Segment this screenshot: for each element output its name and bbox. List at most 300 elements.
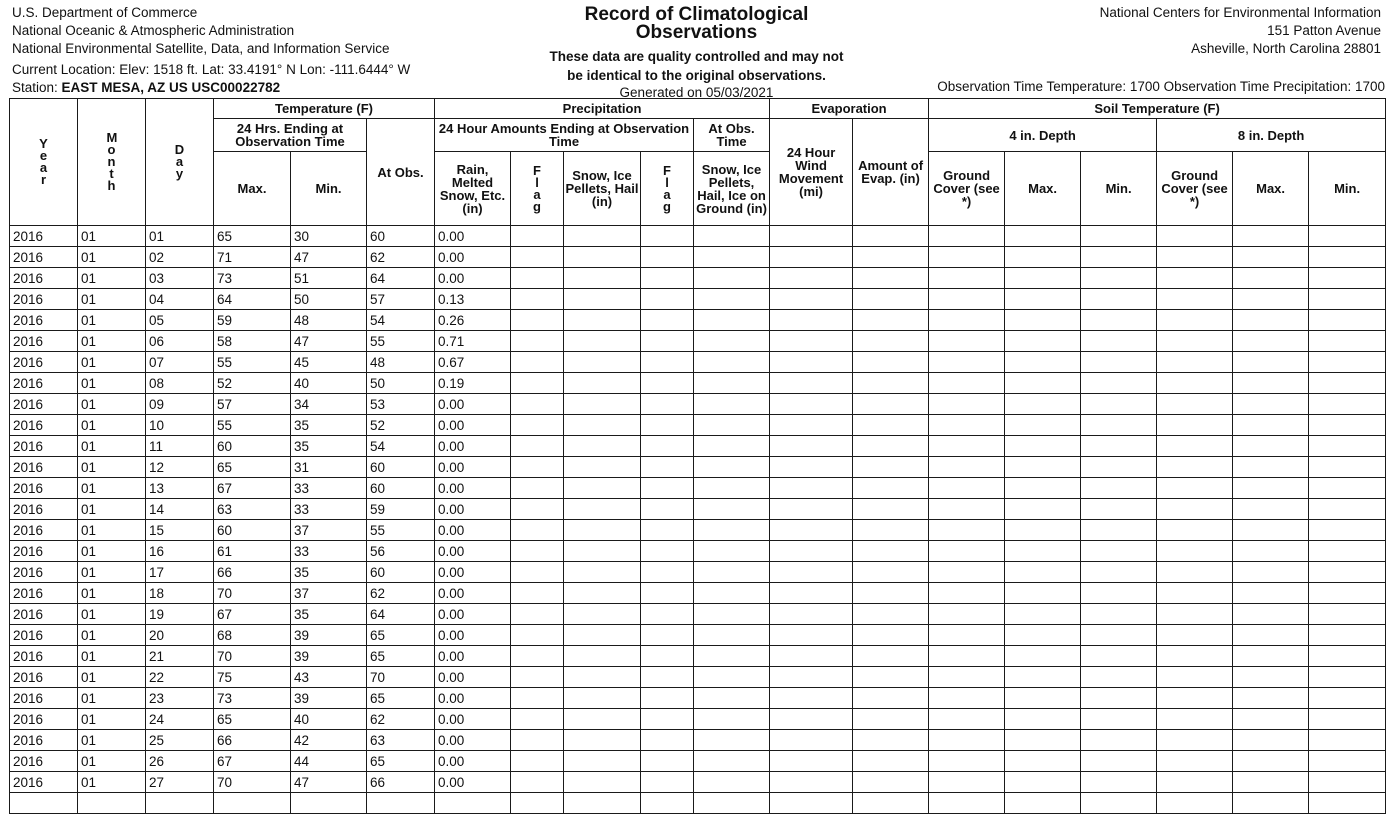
table-cell xyxy=(641,772,694,793)
table-cell xyxy=(929,457,1005,478)
table-cell xyxy=(1309,310,1386,331)
table-cell xyxy=(1233,457,1309,478)
table-cell xyxy=(641,310,694,331)
table-cell xyxy=(1081,709,1157,730)
ncei-name: National Centers for Environmental Information xyxy=(1099,5,1381,20)
table-cell xyxy=(1309,457,1386,478)
table-cell xyxy=(511,793,564,814)
table-cell xyxy=(1081,625,1157,646)
table-cell xyxy=(770,520,853,541)
station-info xyxy=(12,79,410,97)
table-cell xyxy=(1233,646,1309,667)
subgroup-precip-24hr: 24 Hour Amounts Ending at Observation Time xyxy=(435,119,694,152)
table-cell xyxy=(564,373,641,394)
table-cell: 66 xyxy=(367,772,435,793)
table-cell xyxy=(511,226,564,247)
table-cell: 62 xyxy=(367,247,435,268)
table-cell xyxy=(853,352,929,373)
table-cell xyxy=(1233,226,1309,247)
table-cell xyxy=(929,373,1005,394)
table-row xyxy=(10,583,1386,604)
table-cell xyxy=(511,247,564,268)
table-cell xyxy=(853,772,929,793)
table-cell xyxy=(641,709,694,730)
table-cell xyxy=(929,352,1005,373)
table-cell: 01 xyxy=(78,709,146,730)
table-cell xyxy=(1309,751,1386,772)
table-cell xyxy=(1005,457,1081,478)
table-cell: 19 xyxy=(146,604,214,625)
table-cell xyxy=(564,247,641,268)
table-cell xyxy=(929,394,1005,415)
col-flag-1 xyxy=(511,152,564,226)
table-cell xyxy=(1309,772,1386,793)
table-cell: 01 xyxy=(78,268,146,289)
table-cell: 51 xyxy=(291,268,367,289)
table-cell xyxy=(1157,457,1233,478)
table-cell xyxy=(770,478,853,499)
table-cell xyxy=(1081,226,1157,247)
table-cell xyxy=(564,751,641,772)
table-row xyxy=(10,520,1386,541)
table-cell xyxy=(1005,688,1081,709)
table-cell xyxy=(1005,436,1081,457)
col-temp-min: Min. xyxy=(291,152,367,226)
table-cell: 60 xyxy=(367,478,435,499)
table-cell xyxy=(929,583,1005,604)
table-cell: 15 xyxy=(146,520,214,541)
table-row xyxy=(10,373,1386,394)
table-cell: 01 xyxy=(78,667,146,688)
table-cell xyxy=(564,541,641,562)
table-cell: 73 xyxy=(214,688,291,709)
table-cell: 03 xyxy=(146,268,214,289)
table-cell: 0.00 xyxy=(435,730,511,751)
table-cell xyxy=(641,667,694,688)
ncei-street: 151 Patton Avenue xyxy=(1267,23,1381,38)
table-cell: 08 xyxy=(146,373,214,394)
table-cell xyxy=(1233,331,1309,352)
table-cell: 17 xyxy=(146,562,214,583)
table-cell xyxy=(1081,394,1157,415)
table-cell xyxy=(511,289,564,310)
table-cell: 05 xyxy=(146,310,214,331)
table-row xyxy=(10,667,1386,688)
col-snow: Snow, Ice Pellets, Hail (in) xyxy=(564,152,641,226)
table-cell xyxy=(853,562,929,583)
table-cell xyxy=(694,709,770,730)
report-title-block xyxy=(520,6,873,101)
table-cell: 2016 xyxy=(10,625,78,646)
table-cell xyxy=(853,310,929,331)
table-cell: 0.00 xyxy=(435,772,511,793)
table-cell xyxy=(564,709,641,730)
table-cell: 01 xyxy=(78,310,146,331)
table-cell xyxy=(929,268,1005,289)
table-cell xyxy=(1309,625,1386,646)
table-cell: 2016 xyxy=(10,772,78,793)
subgroup-precip-at-obs: At Obs. Time xyxy=(694,119,770,152)
table-cell xyxy=(929,625,1005,646)
table-cell xyxy=(770,688,853,709)
table-cell: 2016 xyxy=(10,709,78,730)
table-cell xyxy=(1157,247,1233,268)
table-cell: 0.00 xyxy=(435,751,511,772)
table-cell xyxy=(511,562,564,583)
table-cell xyxy=(1157,688,1233,709)
table-cell: 48 xyxy=(367,352,435,373)
table-cell: 35 xyxy=(291,604,367,625)
table-cell xyxy=(770,562,853,583)
table-cell xyxy=(853,394,929,415)
table-cell: 01 xyxy=(78,625,146,646)
table-row xyxy=(10,331,1386,352)
table-cell: 53 xyxy=(367,394,435,415)
table-cell: 55 xyxy=(367,331,435,352)
table-cell xyxy=(564,772,641,793)
table-cell: 0.00 xyxy=(435,226,511,247)
table-cell xyxy=(511,772,564,793)
table-cell xyxy=(1309,289,1386,310)
table-cell xyxy=(694,520,770,541)
table-cell xyxy=(694,373,770,394)
table-cell xyxy=(1309,247,1386,268)
table-cell xyxy=(511,604,564,625)
table-cell xyxy=(1005,562,1081,583)
table-cell xyxy=(1157,583,1233,604)
table-cell xyxy=(853,625,929,646)
table-cell xyxy=(1081,268,1157,289)
table-cell: 48 xyxy=(291,310,367,331)
table-cell: 60 xyxy=(214,520,291,541)
table-cell: 2016 xyxy=(10,310,78,331)
table-cell: 2016 xyxy=(10,415,78,436)
table-cell xyxy=(1157,520,1233,541)
table-cell xyxy=(853,730,929,751)
table-cell: 02 xyxy=(146,247,214,268)
table-cell: 58 xyxy=(214,331,291,352)
table-cell xyxy=(1081,373,1157,394)
table-cell xyxy=(511,478,564,499)
table-cell: 01 xyxy=(78,394,146,415)
col-year-label: Year xyxy=(39,136,48,187)
table-cell: 2016 xyxy=(10,583,78,604)
table-cell xyxy=(641,730,694,751)
table-cell: 01 xyxy=(78,289,146,310)
col-day-label: Day xyxy=(174,142,185,181)
table-cell xyxy=(694,478,770,499)
table-cell xyxy=(929,478,1005,499)
table-cell: 33 xyxy=(291,478,367,499)
table-cell xyxy=(770,352,853,373)
report-title-line1: Record of Climatological xyxy=(584,4,809,25)
table-cell xyxy=(367,793,435,814)
table-cell xyxy=(511,625,564,646)
table-cell xyxy=(291,793,367,814)
table-cell: 75 xyxy=(214,667,291,688)
table-cell: 07 xyxy=(146,352,214,373)
table-cell: 73 xyxy=(214,268,291,289)
table-cell: 52 xyxy=(367,415,435,436)
table-cell xyxy=(641,457,694,478)
table-cell: 67 xyxy=(214,751,291,772)
table-cell: 27 xyxy=(146,772,214,793)
table-cell: 0.00 xyxy=(435,625,511,646)
table-cell: 37 xyxy=(291,520,367,541)
table-cell: 14 xyxy=(146,499,214,520)
table-cell xyxy=(564,268,641,289)
table-cell xyxy=(1309,793,1386,814)
col-evap-amount: Amount of Evap. (in) xyxy=(853,119,929,226)
table-cell xyxy=(1309,478,1386,499)
table-cell xyxy=(511,520,564,541)
table-cell: 60 xyxy=(367,457,435,478)
table-cell xyxy=(1081,583,1157,604)
table-cell: 16 xyxy=(146,541,214,562)
col-flag-2-label: Flag xyxy=(663,162,671,214)
table-cell: 18 xyxy=(146,583,214,604)
table-cell xyxy=(1157,373,1233,394)
table-cell xyxy=(1005,352,1081,373)
table-cell xyxy=(853,793,929,814)
table-cell xyxy=(1081,247,1157,268)
table-cell xyxy=(1309,646,1386,667)
table-cell xyxy=(929,562,1005,583)
table-cell xyxy=(641,688,694,709)
table-cell xyxy=(853,751,929,772)
table-cell xyxy=(511,457,564,478)
table-cell xyxy=(770,415,853,436)
table-cell: 12 xyxy=(146,457,214,478)
table-cell: 30 xyxy=(291,226,367,247)
table-cell: 2016 xyxy=(10,751,78,772)
table-cell xyxy=(564,457,641,478)
table-cell: 01 xyxy=(78,646,146,667)
table-cell xyxy=(511,541,564,562)
table-row xyxy=(10,625,1386,646)
table-cell: 59 xyxy=(214,310,291,331)
table-cell xyxy=(564,499,641,520)
subgroup-temp-24hr: 24 Hrs. Ending at Observation Time xyxy=(214,119,367,152)
table-cell: 01 xyxy=(78,226,146,247)
table-cell: 60 xyxy=(214,436,291,457)
table-cell: 54 xyxy=(367,310,435,331)
table-cell: 01 xyxy=(78,520,146,541)
table-cell xyxy=(564,226,641,247)
table-cell xyxy=(1233,415,1309,436)
table-cell: 39 xyxy=(291,688,367,709)
table-cell xyxy=(641,751,694,772)
table-cell xyxy=(1233,709,1309,730)
table-cell: 2016 xyxy=(10,667,78,688)
group-soil-temperature: Soil Temperature (F) xyxy=(929,99,1386,119)
table-cell xyxy=(929,793,1005,814)
table-cell xyxy=(1309,499,1386,520)
table-cell xyxy=(1157,226,1233,247)
table-cell xyxy=(694,268,770,289)
table-cell xyxy=(1233,520,1309,541)
table-cell xyxy=(770,772,853,793)
table-cell: 2016 xyxy=(10,289,78,310)
table-cell: 55 xyxy=(214,352,291,373)
disclaimer-line2: be identical to the original observations. xyxy=(567,68,826,83)
table-cell xyxy=(1309,667,1386,688)
table-cell xyxy=(929,226,1005,247)
col-soil4-max: Max. xyxy=(1005,152,1081,226)
table-row xyxy=(10,646,1386,667)
table-cell: 55 xyxy=(214,415,291,436)
report-title xyxy=(520,6,873,42)
table-row xyxy=(10,730,1386,751)
table-row xyxy=(10,436,1386,457)
table-cell xyxy=(1157,730,1233,751)
table-cell xyxy=(694,247,770,268)
table-cell: 33 xyxy=(291,541,367,562)
table-cell xyxy=(853,583,929,604)
table-cell xyxy=(1233,394,1309,415)
table-cell: 0.00 xyxy=(435,457,511,478)
table-cell xyxy=(929,541,1005,562)
table-cell: 44 xyxy=(291,751,367,772)
table-cell: 2016 xyxy=(10,226,78,247)
table-cell xyxy=(564,436,641,457)
table-cell xyxy=(1005,247,1081,268)
quality-disclaimer xyxy=(520,47,873,85)
table-cell xyxy=(641,373,694,394)
table-cell: 01 xyxy=(78,436,146,457)
table-cell xyxy=(1005,646,1081,667)
table-cell xyxy=(641,520,694,541)
table-body xyxy=(10,226,1386,814)
table-cell xyxy=(511,310,564,331)
table-cell xyxy=(1309,583,1386,604)
table-cell xyxy=(770,331,853,352)
table-cell xyxy=(564,793,641,814)
col-rain: Rain, Melted Snow, Etc. (in) xyxy=(435,152,511,226)
table-cell: 0.00 xyxy=(435,478,511,499)
table-cell xyxy=(853,667,929,688)
administration-name: National Oceanic & Atmospheric Administration xyxy=(12,23,295,38)
table-cell: 40 xyxy=(291,373,367,394)
table-cell xyxy=(694,541,770,562)
table-cell xyxy=(1157,541,1233,562)
table-cell xyxy=(1005,499,1081,520)
table-cell xyxy=(694,415,770,436)
table-cell xyxy=(1081,604,1157,625)
table-row xyxy=(10,541,1386,562)
table-cell xyxy=(853,226,929,247)
table-cell xyxy=(1157,499,1233,520)
col-soil4-ground-cover: Ground Cover (see *) xyxy=(929,152,1005,226)
table-cell: 35 xyxy=(291,436,367,457)
table-cell xyxy=(694,625,770,646)
table-cell xyxy=(694,289,770,310)
table-cell: 70 xyxy=(214,646,291,667)
table-cell xyxy=(511,667,564,688)
table-cell xyxy=(511,709,564,730)
table-cell xyxy=(694,310,770,331)
table-cell: 2016 xyxy=(10,688,78,709)
table-cell xyxy=(770,667,853,688)
table-cell xyxy=(1233,667,1309,688)
subgroup-soil-8in: 8 in. Depth xyxy=(1157,119,1386,152)
table-cell: 0.00 xyxy=(435,247,511,268)
table-cell: 2016 xyxy=(10,394,78,415)
table-cell xyxy=(564,415,641,436)
col-year xyxy=(10,99,78,226)
table-cell xyxy=(770,268,853,289)
table-cell xyxy=(1309,268,1386,289)
table-cell: 0.00 xyxy=(435,436,511,457)
table-cell xyxy=(929,688,1005,709)
table-cell xyxy=(929,667,1005,688)
table-cell: 01 xyxy=(78,415,146,436)
table-cell xyxy=(1005,520,1081,541)
table-cell xyxy=(1233,751,1309,772)
table-cell xyxy=(1157,562,1233,583)
table-cell xyxy=(694,394,770,415)
table-cell: 2016 xyxy=(10,268,78,289)
table-cell: 47 xyxy=(291,247,367,268)
table-cell: 2016 xyxy=(10,730,78,751)
table-cell: 66 xyxy=(214,730,291,751)
table-cell xyxy=(1233,310,1309,331)
table-row xyxy=(10,394,1386,415)
table-cell: 2016 xyxy=(10,646,78,667)
table-cell xyxy=(1309,562,1386,583)
table-cell xyxy=(1233,730,1309,751)
table-cell xyxy=(1081,499,1157,520)
table-cell xyxy=(694,562,770,583)
table-cell xyxy=(564,667,641,688)
table-cell xyxy=(511,499,564,520)
table-cell xyxy=(511,394,564,415)
table-cell xyxy=(564,289,641,310)
table-cell: 65 xyxy=(214,457,291,478)
table-cell xyxy=(1233,625,1309,646)
table-cell xyxy=(929,730,1005,751)
table-cell: 25 xyxy=(146,730,214,751)
table-cell xyxy=(641,331,694,352)
table-cell xyxy=(1005,331,1081,352)
table-cell xyxy=(1157,709,1233,730)
table-cell xyxy=(1233,793,1309,814)
table-cell: 2016 xyxy=(10,604,78,625)
table-cell xyxy=(1157,667,1233,688)
table-cell xyxy=(1157,436,1233,457)
table-cell: 2016 xyxy=(10,247,78,268)
table-cell xyxy=(564,352,641,373)
table-cell: 65 xyxy=(367,625,435,646)
table-cell: 0.00 xyxy=(435,562,511,583)
table-cell xyxy=(770,373,853,394)
table-cell: 50 xyxy=(291,289,367,310)
table-cell xyxy=(1309,436,1386,457)
table-cell: 01 xyxy=(146,226,214,247)
table-cell xyxy=(511,415,564,436)
table-cell xyxy=(770,709,853,730)
table-cell: 60 xyxy=(367,226,435,247)
table-cell: 01 xyxy=(78,478,146,499)
table-cell: 01 xyxy=(78,373,146,394)
table-cell: 01 xyxy=(78,499,146,520)
table-cell xyxy=(770,646,853,667)
table-cell xyxy=(641,394,694,415)
table-cell xyxy=(1157,331,1233,352)
table-cell: 22 xyxy=(146,667,214,688)
table-cell xyxy=(1233,688,1309,709)
table-cell xyxy=(694,646,770,667)
